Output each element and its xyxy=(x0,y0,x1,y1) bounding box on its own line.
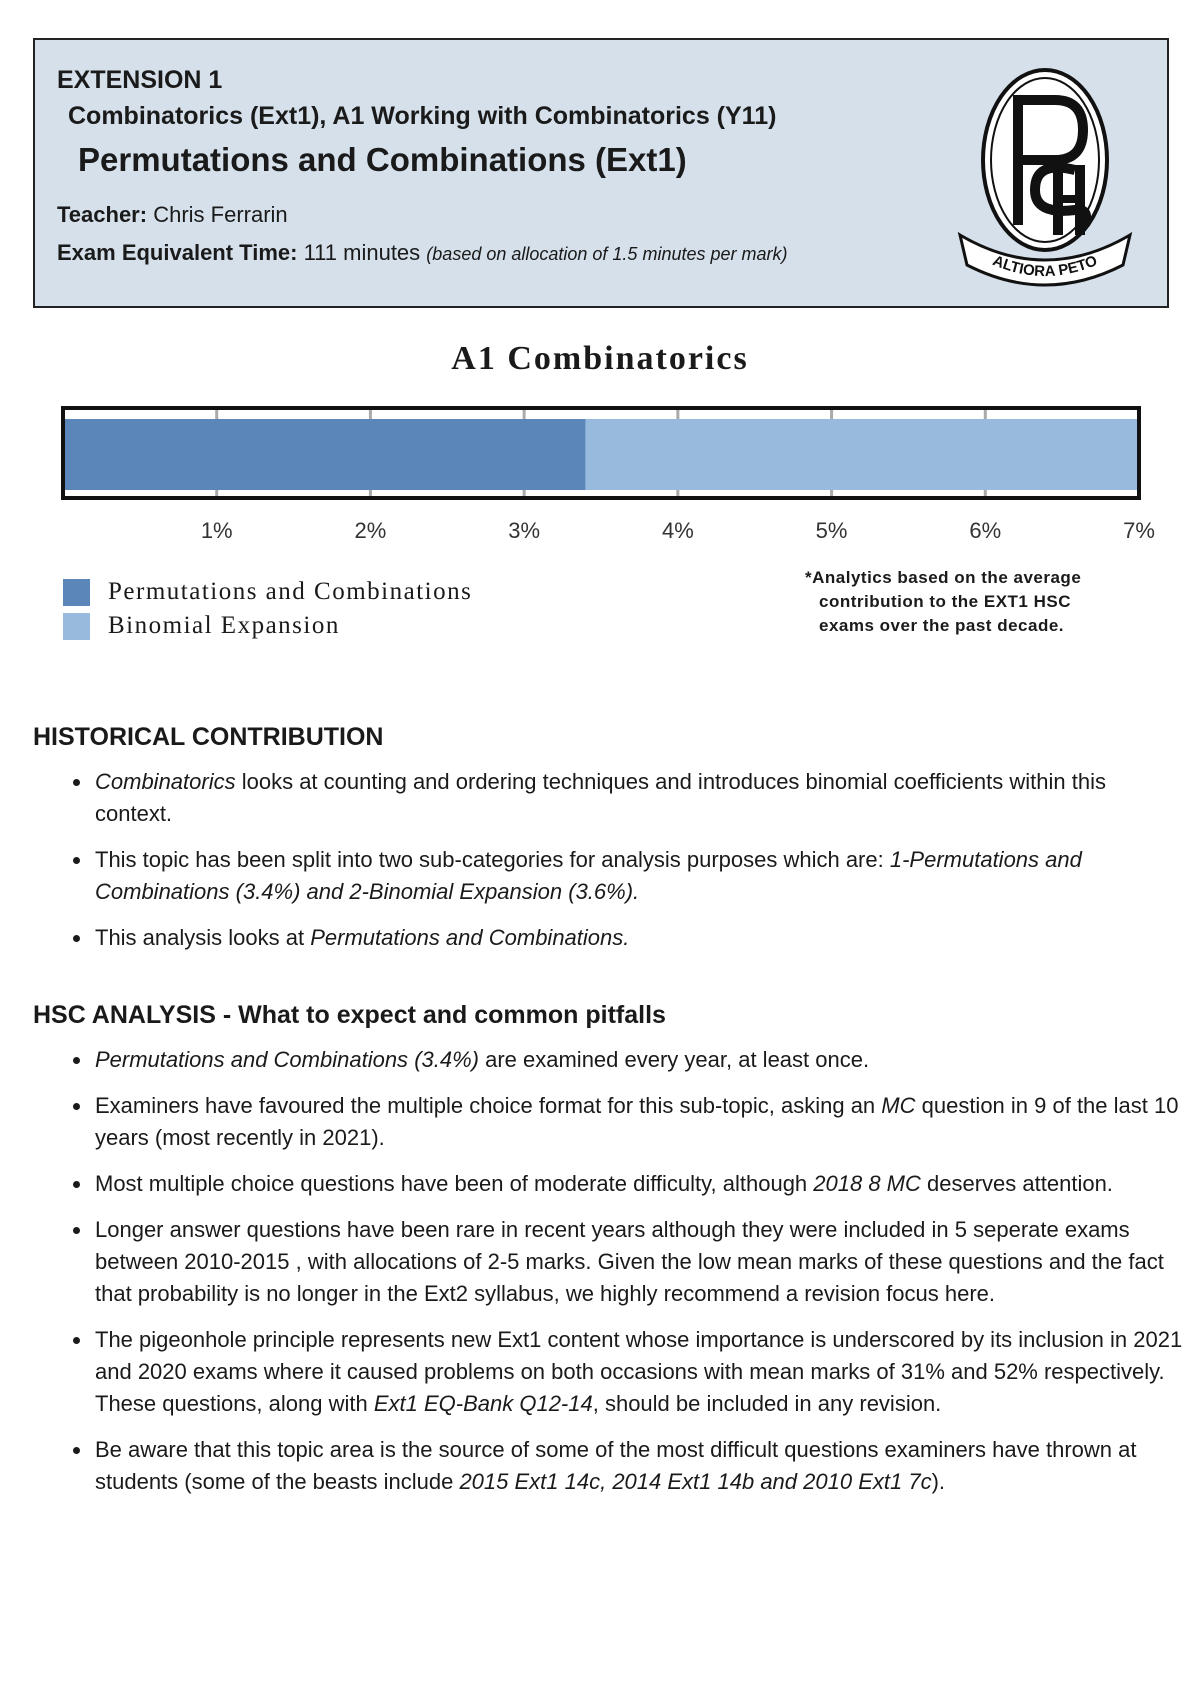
legend-swatch-binomial xyxy=(63,613,90,640)
hsc-bullet xyxy=(93,1324,1183,1420)
x-tick-label: 7% xyxy=(1123,518,1155,540)
exam-time-line xyxy=(57,240,787,266)
legend-item-permutations xyxy=(63,575,472,609)
page-title: Permutations and Combinations (Ext1) xyxy=(78,141,687,178)
historical-bullet xyxy=(93,844,1183,908)
historical-heading: HISTORICAL CONTRIBUTION xyxy=(33,723,384,751)
topic-subtitle: Combinatorics (Ext1), A1 Working with Combinatorics (Y11) xyxy=(68,102,777,130)
chart-legend xyxy=(63,575,472,643)
x-tick-label: 5% xyxy=(815,518,848,540)
legend-label-binomial: Binomial Expansion xyxy=(108,612,340,639)
hsc-bullet xyxy=(93,1090,1183,1154)
historical-bullet xyxy=(93,766,1183,830)
historical-bullet-list xyxy=(63,766,1183,968)
bullet-text-run: question in 9 of the last 10 years (most recently in 2021). xyxy=(95,1093,1179,1150)
bullet-text-run: Most multiple choice questions have been of moderate difficulty, although xyxy=(95,1171,814,1196)
hsc-bullet-list xyxy=(63,1044,1183,1512)
hsc-analysis-heading: HSC ANALYSIS - What to expect and common pitfalls xyxy=(33,1001,666,1029)
bullet-text-run: Examiners have favoured the multiple choice format for this sub-topic, asking an xyxy=(95,1093,882,1118)
teacher-line xyxy=(57,202,288,228)
footnote-line: exams over the past decade. xyxy=(819,616,1065,635)
footnote-line: *Analytics based on the average xyxy=(805,568,1082,587)
bullet-text-run: 1-Permutations and Combinations (3.4%) and 2-Binomial Expansion (3.6%). xyxy=(95,847,1082,904)
historical-bullet xyxy=(93,922,1183,954)
school-crest-logo xyxy=(955,60,1135,290)
course-label: EXTENSION 1 xyxy=(57,66,223,94)
legend-swatch-permutations xyxy=(63,579,90,606)
bullet-text-run: Be aware that this topic area is the source of some of the most difficult questions examiners have thrown at students (some of the beasts include xyxy=(95,1437,1137,1494)
bullet-text-run: This topic has been split into two sub-categories for analysis purposes which are: xyxy=(95,847,890,872)
bar-segment-binomial xyxy=(586,419,1139,490)
bullet-text-run: (3.4%) xyxy=(414,1047,479,1072)
x-tick-label: 6% xyxy=(969,518,1002,540)
legend-label-permutations: Permutations and Combinations xyxy=(108,578,473,605)
bullet-text-run: deserves attention. xyxy=(920,1171,1113,1196)
bullet-text-run: ). xyxy=(931,1469,946,1494)
bullet-text-run: 2015 Ext1 14c, 2014 Ext1 14b and 2010 Ext1 7c xyxy=(459,1469,932,1494)
teacher-label: Teacher: xyxy=(57,202,148,227)
hsc-bullet xyxy=(93,1044,1183,1076)
bullet-text-run: MC xyxy=(881,1093,916,1118)
bullet-text-run: Combinatorics xyxy=(95,769,236,794)
bullet-text-run: , should be included in any revision. xyxy=(592,1391,942,1416)
hsc-bullet xyxy=(93,1434,1183,1498)
bullet-text-run: looks at counting and ordering techniques and introduces binomial coefficients within this context. xyxy=(95,769,1106,826)
header-panel xyxy=(33,38,1169,308)
bullet-text-run: Longer answer questions have been rare in recent years although they were included in 5 seperate exams between 2010-2015 , with allocations of 2-5 marks. Given the low mean marks of these questions and the fact that probability is no longer in the Ext2 syllabus, we highly recommend a revision focus here. xyxy=(95,1217,1164,1306)
exam-time-value: 111 minutes xyxy=(303,240,421,265)
bullet-text-run: Ext1 EQ-Bank Q12-14 xyxy=(373,1391,593,1416)
exam-time-note: (based on allocation of 1.5 minutes per mark) xyxy=(426,244,788,264)
bar-segment-permutations xyxy=(63,419,586,490)
analytics-footnote xyxy=(805,566,1125,638)
hsc-bullet xyxy=(93,1214,1183,1310)
exam-time-label: Exam Equivalent Time: xyxy=(57,240,298,265)
x-tick-label: 4% xyxy=(661,518,694,540)
bullet-text-run: This analysis looks at xyxy=(95,925,311,950)
legend-item-binomial xyxy=(63,609,472,643)
bullet-text-run: Permutations and Combinations xyxy=(95,1047,409,1072)
hsc-bullet xyxy=(93,1168,1183,1200)
teacher-name: Chris Ferrarin xyxy=(153,202,288,227)
bullet-text-run: 2018 8 MC xyxy=(813,1171,921,1196)
crest-motto: ALTIORA PETO xyxy=(990,252,1100,281)
x-tick-label: 1% xyxy=(200,518,233,540)
bullet-text-run: The pigeonhole principle represents new Ext1 content whose importance is underscored by its inclusion in 2021 and 2020 exams where it caused problems on both occasions with mean marks of 31% and 52% respectively. These questions, along with xyxy=(95,1327,1183,1416)
bullet-text-run: are examined every year, at least once. xyxy=(478,1047,870,1072)
x-tick-label: 3% xyxy=(508,518,541,540)
stacked-bar-chart xyxy=(0,400,1200,540)
x-tick-label: 2% xyxy=(354,518,387,540)
bullet-text-run: Permutations and Combinations. xyxy=(310,925,630,950)
chart-title: A1 Combinatorics xyxy=(451,340,749,377)
footnote-line: contribution to the EXT1 HSC xyxy=(819,592,1071,611)
